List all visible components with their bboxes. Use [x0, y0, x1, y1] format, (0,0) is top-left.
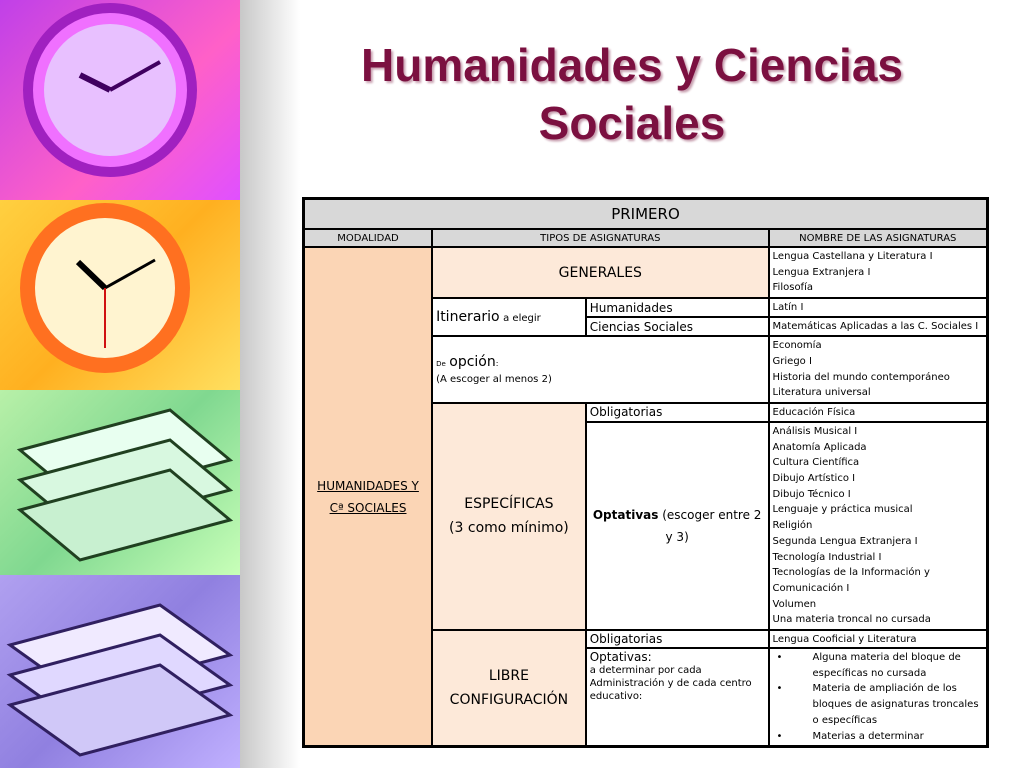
libre-optativas-cell	[586, 648, 769, 747]
opcion-subjects	[769, 336, 988, 403]
decorative-sidebar	[0, 0, 240, 768]
list-item: Análisis Musical I	[772, 425, 858, 437]
generales-subjects	[769, 247, 988, 298]
libre-optativas-note: a determinar por cada Administración y de cada centro educativo:	[589, 665, 752, 703]
modalidad-cell	[304, 247, 433, 747]
especificas-optativas-note: (escoger entre 2 y 3)	[662, 507, 762, 544]
especificas-obligatorias-label: Obligatorias	[586, 403, 769, 422]
list-item: • Alguna materia del bloque de específicas no cursada	[773, 650, 983, 681]
list-item: Dibujo Técnico I	[772, 488, 851, 500]
libre-optativas-bullets	[769, 648, 988, 747]
libre-optativas-label: Optativas:	[589, 650, 652, 665]
humanidades-option: Humanidades	[586, 298, 769, 317]
list-item: Filosofía	[772, 282, 813, 294]
libre-obligatorias-subject: Lengua Cooficial y Literatura	[769, 630, 988, 648]
itinerario-label: Itinerario	[436, 309, 500, 326]
list-item: Una materia troncal no cursada	[772, 614, 931, 626]
list-item: Comunicación I	[772, 582, 850, 594]
especificas-label: ESPECÍFICAS	[464, 496, 554, 513]
list-item: Cultura Científica	[772, 457, 860, 469]
title-line-1: Humanidades y Ciencias	[361, 39, 903, 91]
opcion-prefix: De	[436, 360, 446, 369]
list-item: Griego I	[772, 355, 812, 367]
humanidades-subject: Latín I	[769, 298, 988, 317]
list-item: • Materia de ampliación de los bloques de asignaturas troncales o específicas	[773, 681, 983, 728]
column-header-nombre: NOMBRE DE LAS ASIGNATURAS	[769, 229, 988, 247]
books-icon	[0, 575, 240, 768]
especificas-obligatorias-subject: Educación Física	[769, 403, 988, 422]
list-item: Lengua Extranjera I	[772, 266, 871, 278]
list-item: • Materias a determinar	[773, 729, 983, 745]
list-item: Economía	[772, 340, 822, 352]
orange-clock-image	[0, 200, 240, 390]
sidebar-shadow	[240, 0, 300, 768]
subjects-table	[302, 197, 989, 748]
list-item: Dibujo Artístico I	[772, 473, 856, 485]
especificas-cell	[432, 403, 586, 630]
generales-cell: GENERALES	[432, 247, 768, 298]
opcion-suffix: :	[495, 359, 499, 369]
list-item: Religión	[772, 520, 813, 532]
itinerario-note: a elegir	[503, 313, 541, 325]
opcion-note: (A escoger al menos 2)	[436, 374, 552, 386]
table-header: PRIMERO	[304, 199, 988, 230]
purple-books-image	[0, 575, 240, 768]
orange-clock-icon	[0, 200, 240, 390]
especificas-optativas-cell	[586, 422, 769, 630]
libre-cell	[432, 630, 586, 747]
books-icon	[0, 390, 240, 575]
list-item: Literatura universal	[772, 387, 871, 399]
itinerario-cell	[432, 298, 586, 336]
list-item: Tecnologías de la Información y	[772, 567, 930, 579]
ciencias-sociales-option: Ciencias Sociales	[586, 317, 769, 336]
title-line-2: Sociales	[538, 97, 726, 149]
libre-line-2: CONFIGURACIÓN	[449, 692, 569, 709]
ciencias-sociales-subject: Matemáticas Aplicadas a las C. Sociales I	[769, 317, 988, 336]
opcion-cell	[432, 336, 768, 403]
green-books-image	[0, 390, 240, 575]
list-item: Segunda Lengua Extranjera I	[772, 535, 918, 547]
page-title	[300, 36, 964, 152]
list-item: Lengua Castellana y Literatura I	[772, 251, 933, 262]
libre-obligatorias-label: Obligatorias	[586, 630, 769, 648]
column-header-modalidad: MODALIDAD	[304, 229, 433, 247]
especificas-note: (3 como mínimo)	[449, 520, 569, 537]
modalidad-line-2: Cª SOCIALES	[329, 500, 407, 515]
list-item: Tecnología Industrial I	[772, 551, 882, 563]
list-item: Historia del mundo contemporáneo	[772, 371, 950, 383]
opcion-label: opción	[449, 354, 496, 371]
libre-line-1: LIBRE	[488, 668, 529, 685]
especificas-optativas-subjects	[769, 422, 988, 630]
modalidad-line-1: HUMANIDADES Y	[317, 478, 419, 493]
column-header-tipos: TIPOS DE ASIGNATURAS	[432, 229, 768, 247]
especificas-optativas-label: Optativas	[592, 507, 659, 522]
list-item: Volumen	[772, 598, 817, 610]
list-item: Lenguaje y práctica musical	[772, 504, 913, 516]
list-item: Anatomía Aplicada	[772, 441, 867, 453]
purple-clock-image	[0, 0, 240, 200]
purple-clock-icon	[0, 0, 240, 200]
